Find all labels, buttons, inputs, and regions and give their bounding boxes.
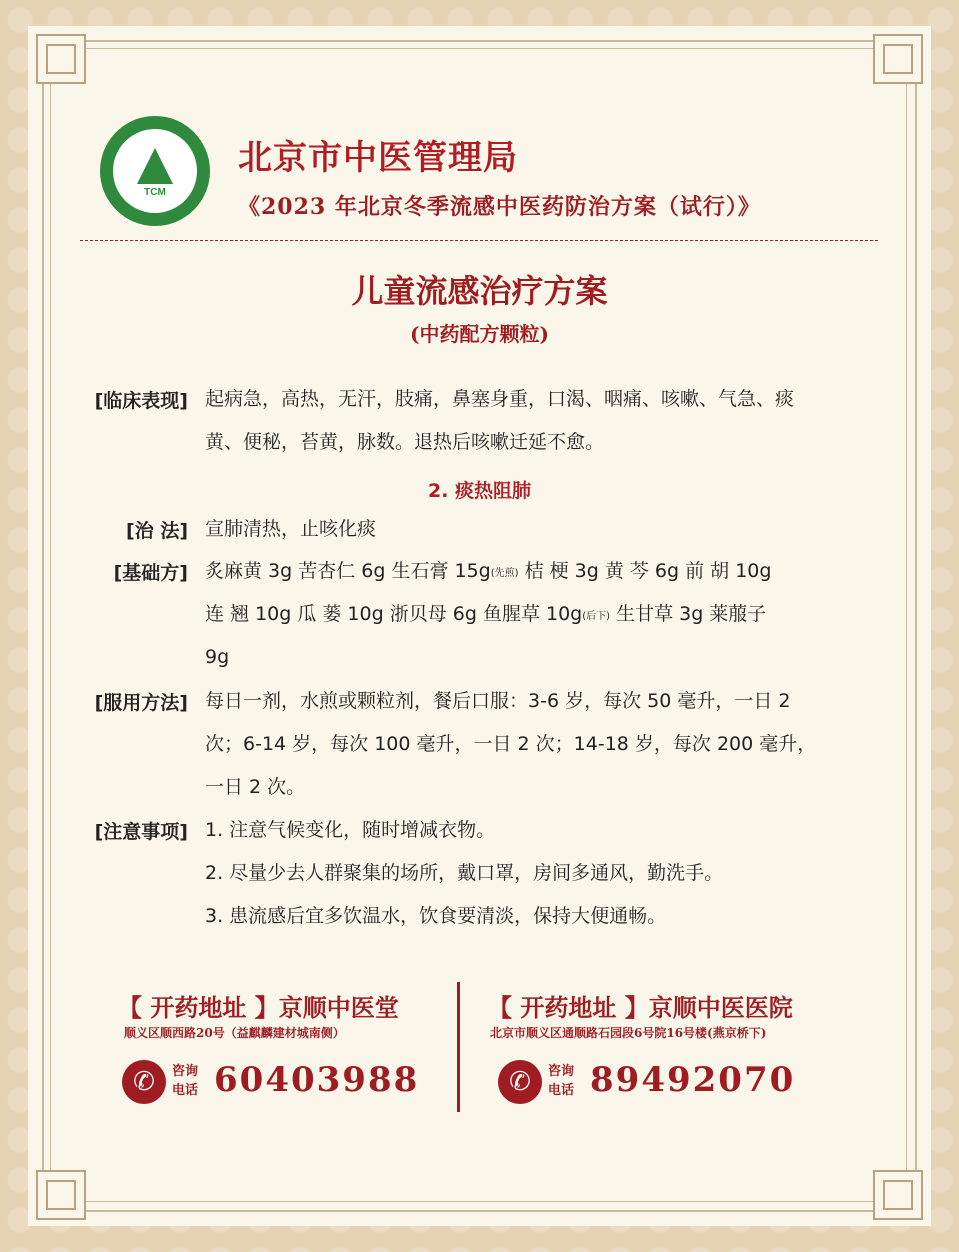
clinical-line-1: 起病急，高热，无汗，肢痛，鼻塞身重，口渴、咽痛、咳嗽、气急、痰 [205, 388, 795, 410]
pharmacy-divider [457, 982, 460, 1112]
formula-note-1: (先煎) [490, 568, 519, 579]
tcm-bureau-logo [100, 116, 210, 226]
method-label: [治 法] [126, 520, 188, 542]
usage-line-2: 次；6-14 岁，每次 100 毫升，一日 2 次；14-18 岁，每次 200 毫升， [205, 733, 817, 755]
plan-title: 《2023 年北京冬季流感中医药防治方案（试行）》 [238, 194, 761, 220]
page-subtitle: (中药配方颗粒) [410, 322, 549, 346]
formula-line-1 [205, 550, 885, 593]
corner-ornament-bottom-left [36, 1170, 86, 1220]
section-heading: 2. 痰热阻肺 [427, 480, 532, 502]
page-title: 儿童流感治疗方案 [351, 272, 608, 310]
org-title: 北京市中医管理局 [238, 138, 518, 178]
usage-line-1: 每日一剂，水煎或颗粒剂，餐后口服：3-6 岁，每次 50 毫升，一日 2 [205, 690, 791, 712]
left-pharmacy-title: 【 开药地址 】京顺中医堂 [118, 993, 399, 1022]
usage-label: [服用方法] [94, 692, 188, 714]
right-phone-number[interactable]: 89492070 [590, 1060, 796, 1100]
corner-ornament-top-left [36, 34, 86, 84]
dashed-divider [80, 240, 878, 241]
left-consult-line-2: 电话 [172, 1083, 199, 1098]
left-phone-number[interactable]: 60403988 [214, 1060, 420, 1100]
temple-of-heaven-icon [137, 148, 173, 184]
left-consult-label [172, 1062, 198, 1100]
notes-label: [注意事项] [94, 821, 188, 843]
logo-inner [113, 129, 197, 213]
formula-line-2 [205, 593, 885, 636]
notes-item: 2. 尽量少去人群聚集的场所，戴口罩，房间多通风，勤洗手。 [205, 862, 724, 884]
formula-line-1a: 炙麻黄 3g 苦杏仁 6g 生石膏 15g [205, 560, 491, 582]
usage-text [205, 680, 885, 809]
formula-text [205, 550, 885, 679]
clinical-line-2: 黄、便秘，苔黄，脉数。退热后咳嗽迁延不愈。 [205, 431, 605, 453]
right-pharmacy-address: 北京市顺义区通顺路石园段6号院16号楼(燕京桥下) [490, 1026, 767, 1040]
corner-ornament-top-right [873, 34, 923, 84]
clinical-label: [临床表现] [94, 390, 188, 412]
formula-line-3: 9g [205, 646, 230, 668]
left-consult-line-1: 咨询 [172, 1064, 199, 1079]
corner-ornament-bottom-right [873, 1170, 923, 1220]
formula-label: [基础方] [113, 562, 188, 584]
usage-line-3: 一日 2 次。 [205, 776, 306, 798]
notes-item: 3. 患流感后宜多饮温水，饮食要清淡，保持大便通畅。 [205, 905, 667, 927]
formula-note-2: (后下) [582, 611, 611, 622]
right-consult-label [548, 1062, 574, 1100]
left-pharmacy-address: 顺义区顺西路20号（益麒麟建材城南侧） [124, 1026, 345, 1040]
right-consult-line-2: 电话 [548, 1083, 575, 1098]
logo-tcm-text: TCM [144, 187, 166, 198]
phone-icon: ✆ [122, 1060, 166, 1104]
formula-line-1b: 桔 梗 3g 黄 芩 6g 前 胡 10g [518, 560, 772, 582]
formula-line-2a: 连 翘 10g 瓜 蒌 10g 浙贝母 6g 鱼腥草 10g [205, 603, 583, 625]
notes-list [205, 809, 885, 938]
formula-line-2b: 生甘草 3g 莱菔子 [610, 603, 767, 625]
phone-icon: ✆ [498, 1060, 542, 1104]
method-text: 宣肺清热，止咳化痰 [205, 518, 377, 540]
right-consult-line-1: 咨询 [548, 1064, 575, 1079]
clinical-text [205, 378, 885, 464]
notes-item: 1. 注意气候变化，随时增减衣物。 [205, 819, 496, 841]
right-pharmacy-title: 【 开药地址 】京顺中医医院 [488, 993, 793, 1022]
